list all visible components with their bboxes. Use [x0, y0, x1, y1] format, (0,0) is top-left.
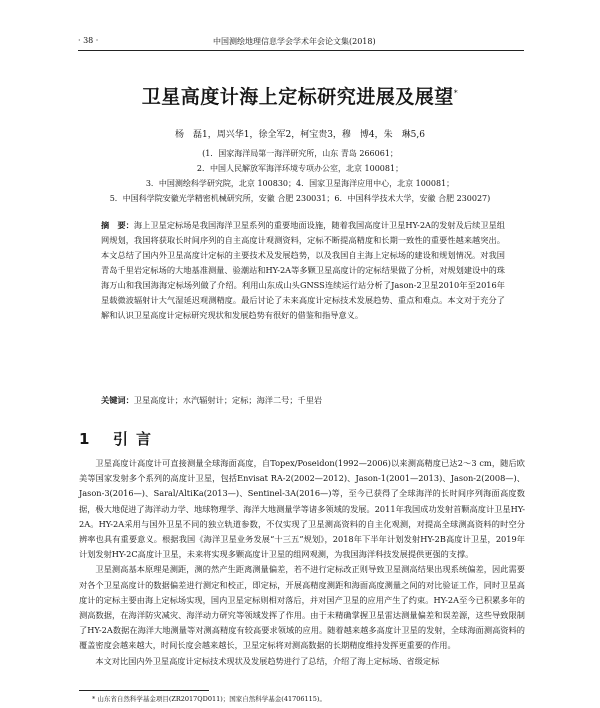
section-title: 引言: [113, 430, 160, 448]
affiliation-line: 2．中国人民解放军海洋环境专项办公室，北京 100081；: [196, 164, 404, 173]
author-list: 杨 磊1，周兴华1，徐全军2，柯宝贵3，穆 博4，朱 琳5,6: [175, 130, 425, 140]
paper-title: [0, 82, 600, 109]
footnote: * 山东省自然科学基金项目(ZR2017QD011)；国家自然科学基金(41706115)。: [92, 695, 326, 703]
affiliation-line: 3．中国测绘科学研究院，北京 100830；4．国家卫星海洋应用中心，北京 100081；: [145, 179, 455, 188]
affiliation-line: 5．中国科学院安徽光学精密机械研究所，安徽 合肥 230031；6．中国科学技术大学，安徽 合肥 230027): [109, 194, 491, 203]
paper-title-text: 卫星高度计海上定标研究进展及展望: [141, 86, 454, 108]
body-paragraph: 本文对比国内外卫星高度计定标技术现状及发展趋势进行了总结，介绍了海上定标场、省级定标: [95, 655, 440, 666]
page-number: · 38 ·: [78, 36, 99, 45]
keywords: [101, 395, 505, 406]
journal-title: 中国测绘地理信息学会学术年会论文集(2018): [213, 37, 376, 46]
abstract-text: 海上卫星定标场是我国海洋卫星系列的重要地面设施，随着我国高度计卫星HY-2A的发射及后续卫星组网规划，我国将获取长时间序列的自主高度计观测资料，定标不断提高精度和长期一致性的重要性越来越突出。本文总结了国内外卫星高度计定标的主要技术及发展趋势，以及我国自主海上定标场的建设和规划情况。对我国青岛千里岩定标场的大地基准测量、验潮站和HY-2A等多颗卫星高度计的定标结果做了分析，对规划建设中的珠海万山和我国海海定标场列做了介绍。利用山东成山头GNSS连续运行站分析了Jason-2卫星2010年至2016年星载微波辐射计大气湿延迟观测精度。最后讨论了未来高度计定标技术发展趋势、重点和难点。本文对于充分了解和认识卫星高度计定标研究现状和发展趋势有很好的借鉴和指导意义。: [101, 220, 505, 320]
body-paragraph: 卫星高度计高度计可直接测量全球海面高度，自Topex/Poseidon(1992—2006)以来测高精度已达2～3 cm，随后欧美等国家发射多个系列的高度计卫星，包括Envisat RA-2(2002—2012)、Jason-1(2001—2013)、Jason-2(2008—)、Jason-3(2016—)、Saral/AltiKa(2013—)、Sentinel-3A(2016—)等，至今已获得了全球海洋的长时间序列海面高度数据，极大地促进了海洋动力学、地球物理学、海洋大地测量学等诸多领域的发展。2011年我国成功发射首颗高度计卫星HY-2A。HY-2A采用与国外卫星不同的独立轨道参数，不仅实现了卫星测高资料的自主化观测，对提高全球测高资料的时空分辨率也具有重要意义。根据我国《海洋卫星业务发展“十三五”规划》，2018年下半年计划发射HY-2B高度计卫星，2019年计划发射HY-2C高度计卫星，未来将实现多颗高度计卫星的组网观测，为我国海洋科技发展提供更强的支撑。: [79, 458, 525, 560]
title-footnote-mark: *: [453, 88, 459, 98]
header-divider: [78, 50, 524, 51]
section-number: 1: [79, 430, 90, 448]
body-paragraph: 卫星测高基本原理是测距，测的然产生距离测量偏差，若不进行定标改正则导致卫星测高结果出现系统偏差，因此需要对各个卫星高度计的数据偏差进行测定和校正，即定标，开展高精度测距和海面高度测量之间的对比验证工作，同时卫星高度计的定标主要由海上定标场实现，国内卫星定标则相对落后，并对国产卫星的应用产生了约束。HY-2A至今已积累多年的测高数据，在海洋防灾减灾、海洋动力研究等领域发挥了作用。由于未精确掌握卫星雷达测量偏差和误差源，这些导致限制了HY-2A数据在海洋大地测量等对测高精度有较高要求领域的应用。随着越来越多高度计卫星的发射，全球海面测高资料的覆盖密度会越来越大，时间长度会越来越长，卫星定标将对测高数据的长期精度维持发挥更重要的作用。: [79, 564, 525, 651]
abstract-label: 摘 要：: [101, 220, 134, 230]
abstract: [101, 218, 505, 323]
section-heading: [79, 428, 159, 449]
body-text: [79, 456, 525, 669]
keywords-text: 卫星高度计；水汽辐射计；定标；海洋二号；千里岩: [133, 395, 323, 405]
affiliation-line: (1．国家海洋局第一海洋研究所，山东 青岛 266061；: [202, 149, 398, 158]
footnote-divider: [79, 690, 209, 691]
keywords-label: 关键词：: [101, 395, 134, 405]
running-header: [78, 36, 524, 48]
